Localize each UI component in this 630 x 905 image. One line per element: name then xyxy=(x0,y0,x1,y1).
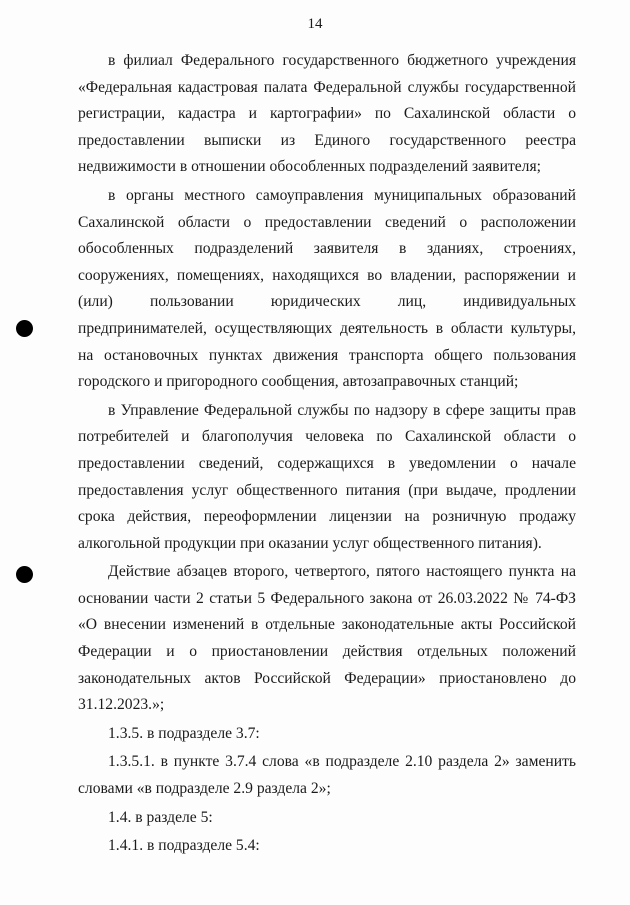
paragraph: 1.3.5.1. в пункте 3.7.4 слова «в подразделе 2.10 раздела 2» заменить словами «в подразделе 2.9 раздела 2»; xyxy=(78,753,576,798)
punch-hole xyxy=(16,320,33,337)
paragraph: 1.4.1. в подразделе 5.4: xyxy=(108,837,260,855)
paragraph: Действие абзацев второго, четвертого, пятого настоящего пункта на основании части 2 статьи 5 Федерального закона от 26.03.2022 № 74-ФЗ «О внесении изменений в отдельные законодательные акты Российской Федерации и о приостановлении действия отдельных положений законодательных актов Российской Федерации» приостановлено до 31.12.2023.»; xyxy=(78,563,576,714)
paragraph: 1.4. в разделе 5: xyxy=(108,808,213,826)
paragraph: в органы местного самоуправления муниципальных образований Сахалинской области о предоставлении сведений о расположении обособленных подразделений заявителя в зданиях, строениях, сооружениях, помещениях, находящихся во владении, распоряжении и (или) пользовании юридических лиц, индивидуальных предпринимателей, осуществляющих деятельность в области культуры, на остановочных пунктах движения транспорта общего пользования городского и пригородного сообщения, автозаправочных станций; xyxy=(78,186,576,391)
page-number: 14 xyxy=(307,16,323,32)
paragraph: 1.3.5. в подразделе 3.7: xyxy=(108,724,260,742)
paragraph: в Управление Федеральной службы по надзору в сфере защиты прав потребителей и благополучия человека по Сахалинской области о предоставлении сведений, содержащихся в уведомлении о начале предоставления услуг общественного питания (при выдаче, продлении срока действия, переоформлении лицензии на розничную продажу алкогольной продукции при оказании услуг общественного питания). xyxy=(78,401,576,552)
paragraph: в филиал Федерального государственного бюджетного учреждения «Федеральная кадастровая палата Федеральной службы государственной регистрации, кадастра и картографии» по Сахалинской области о предоставлении выписки из Единого государственного реестра недвижимости в отношении обособленных подразделений заявителя; xyxy=(78,52,576,176)
document-body xyxy=(78,48,576,862)
punch-hole xyxy=(16,566,33,583)
